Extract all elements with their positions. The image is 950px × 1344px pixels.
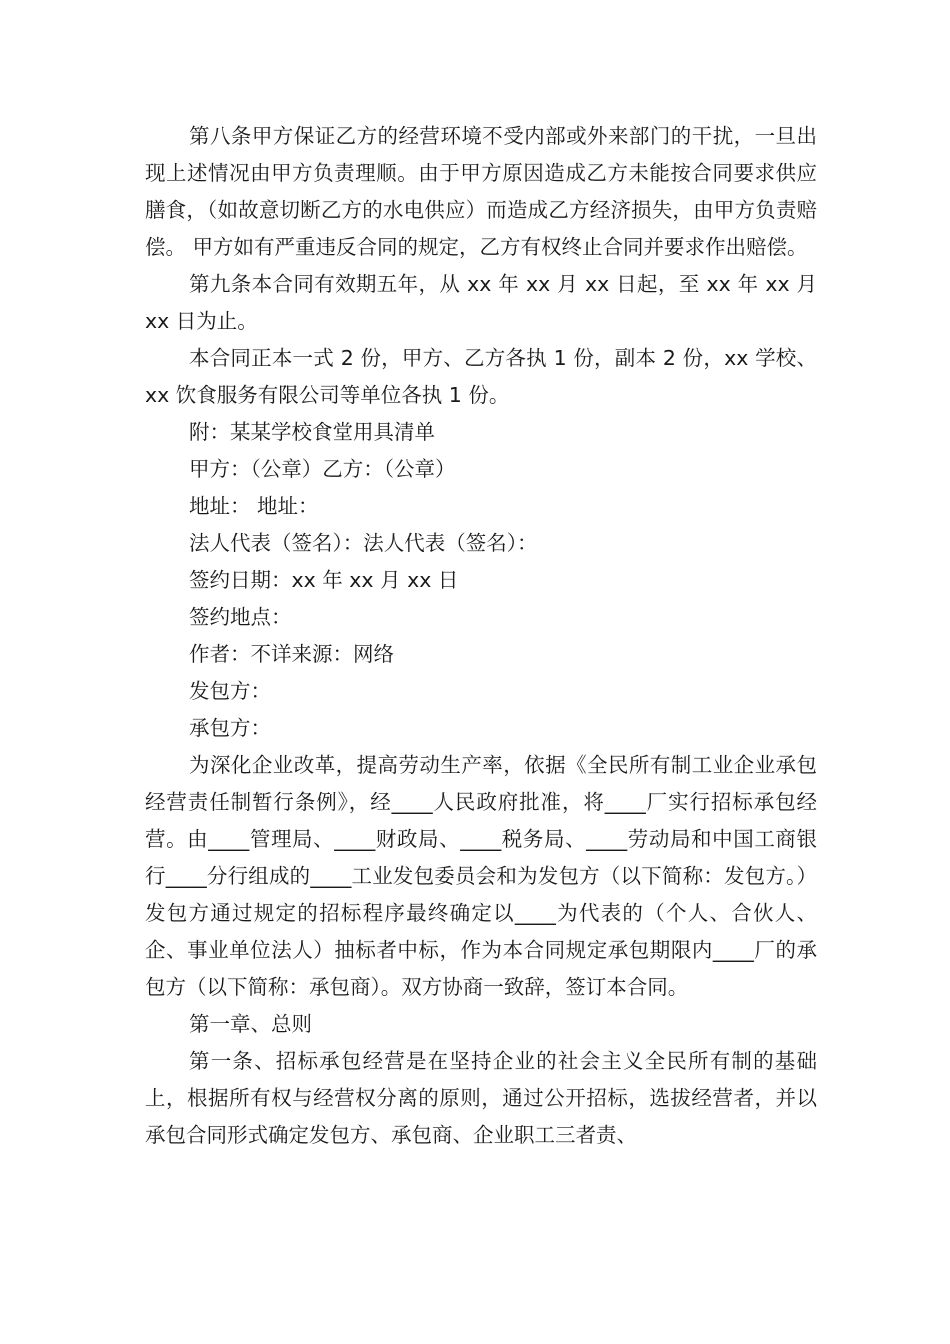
paragraph-signing-place: 签约地点： — [189, 605, 292, 629]
paragraph-addresses: 地址： 地址： — [189, 494, 319, 518]
paragraph-article-9: 第九条本合同有效期五年，从 xx 年 xx 月 xx 日起，至 xx 年 xx 月 xx 日为止。 — [145, 272, 817, 333]
paragraph-copies: 本合同正本一式 2 份，甲方、乙方各执 1 份，副本 2 份，xx 学校、xx 饮食服务有限公司等单位各执 1 份。 — [145, 346, 817, 407]
document-body — [145, 118, 817, 1154]
paragraph-article-1: 第一条、招标承包经营是在坚持企业的社会主义全民所有制的基础上，根据所有权与经营权分离的原则，通过公开招标，选拔经营者，并以承包合同形式确定发包方、承包商、企业职工三者责、 — [145, 1049, 817, 1147]
paragraph-author-source: 作者：不详来源：网络 — [189, 642, 394, 666]
paragraph-signing-date: 签约日期：xx 年 xx 月 xx 日 — [189, 568, 459, 592]
paragraph-chapter-1-heading: 第一章、总则 — [189, 1012, 312, 1036]
paragraph-party-seals: 甲方：（公章）乙方：（公章） — [189, 457, 456, 481]
paragraph-legal-representatives: 法人代表（签名）：法人代表（签名）： — [189, 531, 538, 555]
paragraph-attachment: 附：某某学校食堂用具清单 — [189, 420, 435, 444]
paragraph-contractor: 承包方： — [189, 716, 271, 740]
paragraph-preamble: 为深化企业改革，提高劳动生产率，依据《全民所有制工业企业承包经营责任制暂行条例》，经____人民政府批准，将____厂实行招标承包经营。由____管理局、____财政局、____税务局、____劳动局和中国工商银行____分行组成的____工业发包委员会和为发包方（以下简称：发包方。）发包方通过规定的招标程序最终确定以____为代表的（个人、合伙人、企、事业单位法人）抽标者中标，作为本合同规定承包期限内____厂的承包方（以下简称：承包商）。双方协商一致辞，签订本合同。 — [145, 753, 817, 999]
paragraph-contracting-party: 发包方： — [189, 679, 271, 703]
paragraph-article-8: 第八条甲方保证乙方的经营环境不受内部或外来部门的干扰，一旦出现上述情况由甲方负责理顺。由于甲方原因造成乙方未能按合同要求供应膳食，（如故意切断乙方的水电供应）而造成乙方经济损失，由甲方负责赔偿。 甲方如有严重违反合同的规定，乙方有权终止合同并要求作出赔偿。 — [145, 124, 817, 259]
